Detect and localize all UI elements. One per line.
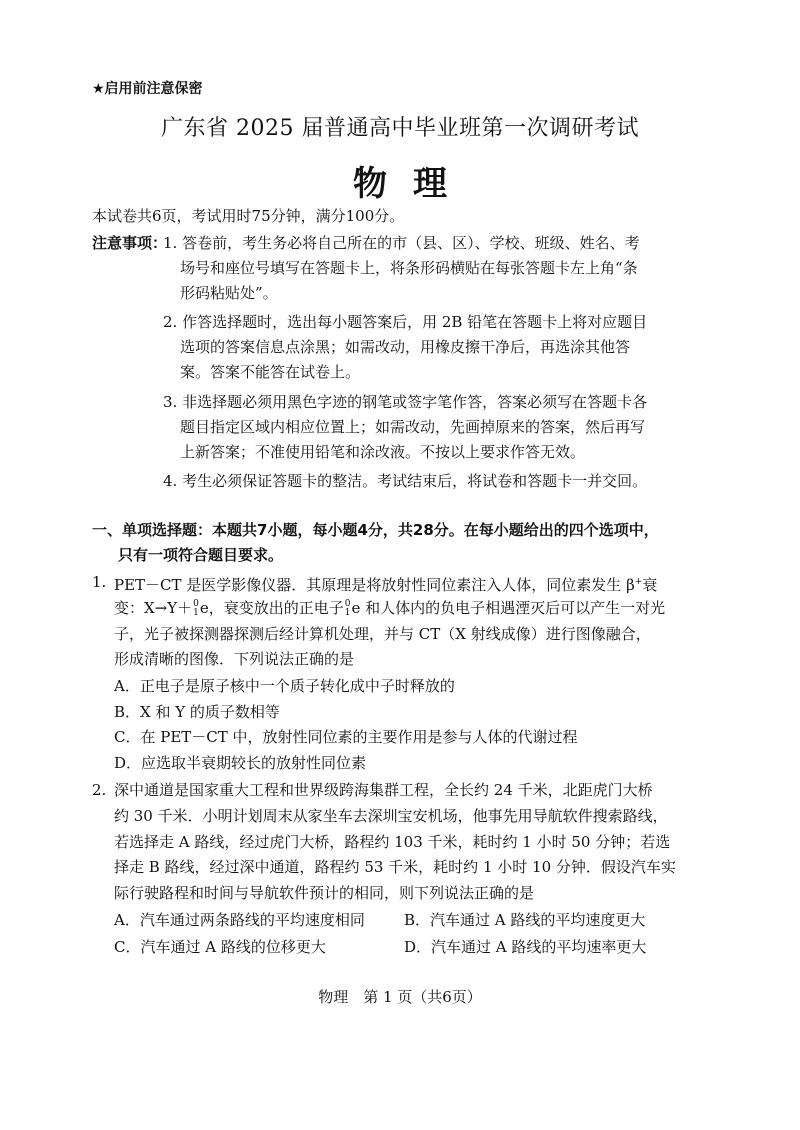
- subject-title: 物理: [353, 164, 473, 204]
- question-1-line-2: [114, 598, 665, 618]
- note-2-line-3: 案。答案不能答在试卷上。: [180, 363, 361, 381]
- exam-intro: 本试卷共6页，考试用时75分钟，满分100分。: [92, 207, 405, 225]
- note-1-line-2: 场号和座位号填写在答题卡上，将条形码横贴在每张答题卡左上角“条: [180, 259, 638, 277]
- page-footer: 物理 第 1 页（共6页）: [318, 988, 482, 1006]
- question-2-line-2: 约 30 千米．小明计划周末从家坐车去深圳宝安机场，他事先用导航软件搜索路线，: [114, 807, 668, 825]
- note-3-line-1: 3. 非选择题必须用黑色字迹的钢笔或签字笔作答，答案必须写在答题卡各: [163, 393, 648, 411]
- positron-nuclide-notation-2: [345, 600, 351, 618]
- question-1-text-c: e，衰变放出的正电子: [199, 599, 344, 617]
- positron-nuclide-notation-1: [193, 600, 199, 618]
- question-2-option-d: D．汽车通过 A 路线的平均速率更大: [404, 938, 647, 956]
- question-1-option-a: A．正电子是原子核中一个质子转化成中子时释放的: [114, 677, 455, 695]
- section-1-heading: 一、单项选择题：本题共7小题，每小题4分，共28分。在每小题给出的四个选项中，: [92, 521, 659, 539]
- section-1-heading-cont: 只有一项符合题目要求。: [118, 546, 284, 564]
- charge-number: 1: [344, 608, 351, 618]
- question-1-option-d: D．应选取半衰期较长的放射性同位素: [114, 754, 367, 772]
- question-1-option-c: C．在 PET－CT 中，放射性同位素的主要作用是参与人体的代谢过程: [114, 728, 578, 746]
- question-2-line-1: 深中通道是国家重大工程和世界级跨海集群工程，全长约 24 千米，北距虎门大桥: [114, 781, 653, 799]
- charge-number: 1: [193, 608, 199, 618]
- note-3-line-3: 上新答案；不准使用铅笔和涂改液。不按以上要求作答无效。: [180, 443, 586, 461]
- question-2-line-5: 际行驶路程和时间与导航软件预计的相同，则下列说法正确的是: [114, 884, 535, 902]
- note-3-line-2: 题目指定区域内相应位置上；如需改动，先画掉原来的答案，然后再写: [180, 418, 646, 436]
- question-2-line-4: 择走 B 路线，经过深中通道，路程约 53 千米，耗时约 1 小时 10 分钟．假设汽车实: [114, 858, 676, 876]
- note-2-line-1: 2. 作答选择题时，选出每小题答案后，用 2B 铅笔在答题卡上将对应题目: [163, 313, 648, 331]
- question-2-line-3: 若选择走 A 路线，经过虎门大桥，路程约 103 千米，耗时约 1 小时 50 分钟；若选: [114, 833, 671, 851]
- question-1-text-a: PET－CT 是医学影像仪器．其原理是将放射性同位素注入人体，同位素发生 β: [114, 576, 635, 594]
- question-2-option-a: A．汽车通过两条路线的平均速度相同: [114, 911, 365, 929]
- beta-plus-superscript: +: [634, 577, 643, 587]
- question-2-option-b: B．汽车通过 A 路线的平均速度更大: [404, 911, 646, 929]
- confidential-notice: ★启用前注意保密: [92, 81, 203, 97]
- note-1-line-1: 1. 答卷前，考生务必将自己所在的市（县、区）、学校、班级、姓名、考: [163, 234, 640, 252]
- note-1-line-3: 形码粘贴处”。: [180, 284, 278, 302]
- question-1-line-3: 子，光子被探测器探测后经计算机处理，并与 CT（X 射线成像）进行图像融合，: [114, 625, 651, 643]
- question-1-text-d: e 和人体内的负电子相遇湮灭后可以产生一对光: [351, 599, 666, 617]
- exam-title: 广东省 2025 届普通高中毕业班第一次调研考试: [161, 116, 639, 141]
- notes-label: 注意事项：: [92, 234, 168, 252]
- question-1-number: 1.: [92, 573, 107, 591]
- mass-number: 0: [344, 599, 351, 609]
- question-2-number: 2.: [92, 781, 107, 799]
- question-1-line-1: [114, 572, 657, 595]
- decay-equation: 变：X→Y＋: [114, 599, 193, 617]
- note-2-line-2: 选项的答案信息点涂黑；如需改动，用橡皮擦干净后，再选涂其他答: [180, 338, 631, 356]
- note-4-line-1: 4. 考生必须保证答题卡的整洁。考试结束后，将试卷和答题卡一并交回。: [163, 472, 648, 490]
- question-1-line-4: 形成清晰的图像．下列说法正确的是: [114, 650, 355, 668]
- question-1-text-b: 衰: [642, 576, 658, 594]
- question-1-option-b: B．X 和 Y 的质子数相等: [114, 703, 280, 721]
- question-2-option-c: C．汽车通过 A 路线的位移更大: [114, 938, 326, 956]
- mass-number: 0: [193, 599, 199, 609]
